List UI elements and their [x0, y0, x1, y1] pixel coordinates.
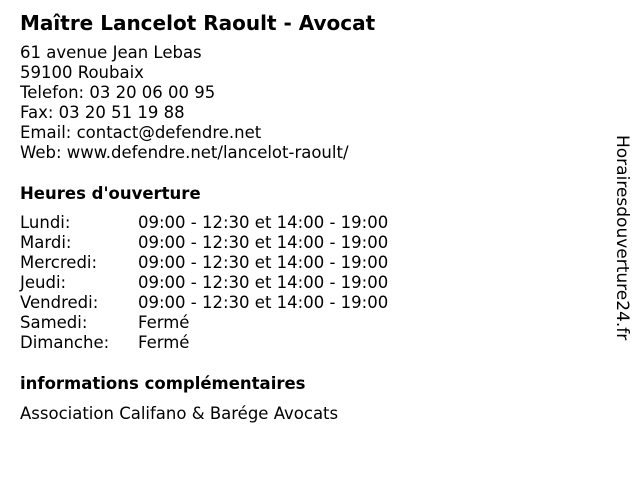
- hours-day: Lundi:: [20, 213, 71, 232]
- hours-table: [20, 213, 388, 353]
- hours-time: 09:00 - 12:30 et 14:00 - 19:00: [138, 273, 389, 292]
- hours-day: Mercredi:: [20, 253, 98, 272]
- site-watermark: Horairesdouverture24.fr: [612, 135, 632, 341]
- hours-day: Vendredi:: [20, 293, 99, 312]
- contact-block: [20, 43, 349, 163]
- hours-time: 09:00 - 12:30 et 14:00 - 19:00: [138, 293, 389, 312]
- info-text: Association Califano & Barége Avocats: [20, 404, 339, 423]
- hours-row: [20, 233, 388, 253]
- info-heading: informations complémentaires: [20, 374, 306, 393]
- fax-number: Fax: 03 20 51 19 88: [20, 103, 185, 122]
- hours-row: [20, 253, 388, 273]
- website-address: Web: www.defendre.net/lancelot-raoult/: [20, 143, 349, 162]
- address-street: 61 avenue Jean Lebas: [20, 43, 202, 62]
- hours-row: [20, 293, 388, 313]
- hours-day: Jeudi:: [20, 273, 67, 292]
- hours-time: Fermé: [138, 313, 190, 332]
- hours-time: 09:00 - 12:30 et 14:00 - 19:00: [138, 253, 389, 272]
- hours-row: [20, 313, 388, 333]
- hours-heading: Heures d'ouverture: [20, 184, 201, 203]
- hours-time: Fermé: [138, 333, 190, 352]
- address-city: 59100 Roubaix: [20, 63, 144, 82]
- hours-row: [20, 213, 388, 233]
- phone-number: Telefon: 03 20 06 00 95: [20, 83, 216, 102]
- hours-day: Dimanche:: [20, 333, 110, 352]
- hours-day: Samedi:: [20, 313, 88, 332]
- hours-time: 09:00 - 12:30 et 14:00 - 19:00: [138, 213, 389, 232]
- hours-row: [20, 273, 388, 293]
- page-title: Maître Lancelot Raoult - Avocat: [20, 11, 376, 35]
- hours-time: 09:00 - 12:30 et 14:00 - 19:00: [138, 233, 389, 252]
- hours-day: Mardi:: [20, 233, 72, 252]
- hours-row: [20, 333, 388, 353]
- email-address: Email: contact@defendre.net: [20, 123, 262, 142]
